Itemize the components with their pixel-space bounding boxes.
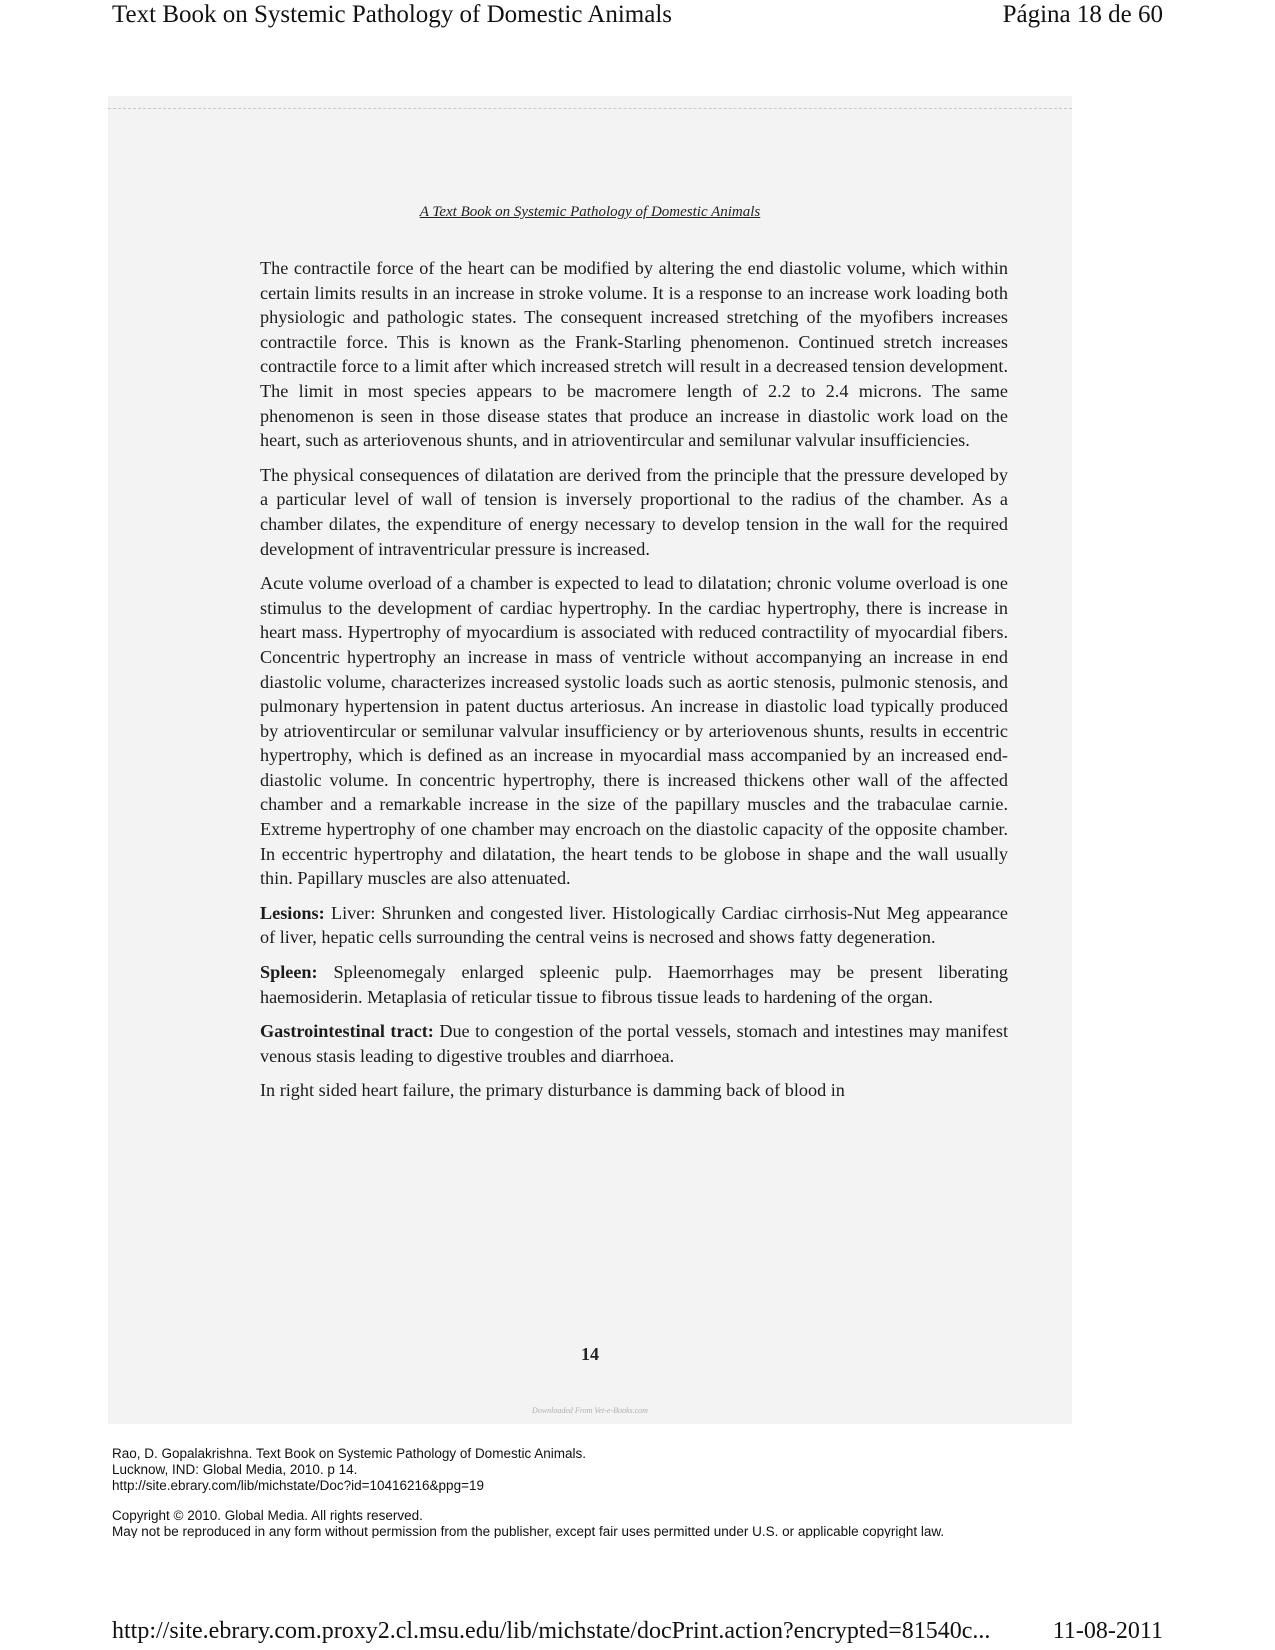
- paragraph-spleen: [260, 960, 1008, 1009]
- paragraph-heading: Gastrointestinal tract:: [260, 1021, 434, 1042]
- print-header-title: Text Book on Systemic Pathology of Domestic Animals: [112, 1, 673, 28]
- body-text: [260, 256, 1008, 1113]
- scan-divider: [108, 108, 1072, 109]
- paragraph-text: Liver: Shrunken and congested liver. Histologically Cardiac cirrhosis-Nut Meg appearance of liver, hepatic cells surrounding the central veins is necrosed and shows fatty degeneration.: [260, 902, 1008, 948]
- citation-link[interactable]: http://site.ebrary.com/lib/michstate/Doc?id=10416216&ppg=19: [112, 1478, 484, 1493]
- page-number: 14: [581, 1344, 599, 1364]
- print-header-page-indicator: Página 18 de 60: [1002, 1, 1163, 28]
- paragraph: [260, 1078, 1008, 1103]
- running-title: [108, 204, 1072, 221]
- print-footer-url[interactable]: http://site.ebrary.com.proxy2.cl.msu.edu/lib/michstate/docPrint.action?encrypted=81540c...: [112, 1618, 991, 1644]
- copyright-block: [112, 1508, 1112, 1538]
- paragraph: [260, 256, 1008, 453]
- paragraph-heading: Spleen:: [260, 962, 318, 983]
- paragraph-text: The physical consequences of dilatation are derived from the principle that the pressure developed by a particular level of wall of tension is inversely proportional to the radius of the chamber. As a chamber dilates, the expenditure of energy necessary to develop tension in the wall for the required development of intraventricular pressure is increased.: [260, 464, 1008, 559]
- paragraph: [260, 571, 1008, 891]
- paragraph-lesions: [260, 901, 1008, 950]
- paragraph-text: Acute volume overload of a chamber is expected to lead to dilatation; chronic volume overload is one stimulus to the development of cardiac hypertrophy. In the cardiac hypertrophy, there is increase in heart mass. Hypertrophy of myocardium is associated with reduced contractility of myocardial fibers. Concentric hypertrophy an increase in mass of ventricle without accompanying an increase in end diastolic volume, characterizes increased systolic loads such as aortic stenosis, pulmonic stenosis, and pulmonary hypertension in patent ductus arteriosus. An increase in diastolic load typically produced by atrioventircular or semilunar valvular insufficiency or by arteriovenous shunts, results in eccentric hypertrophy, which is defined as an increase in myocardial mass accompanied by an increased end-diastolic volume. In concentric hypertrophy, there is increased thickens other wall of the affected chamber and a remarkable increase in the size of the papillary muscles and the trabaculae carnie. Extreme hypertrophy of one chamber may encroach on the diastolic capacity of the opposite chamber. In eccentric hypertrophy and dilatation, the heart tends to be globose in shape and the wall usually thin. Papillary muscles are also attenuated.: [260, 573, 1008, 889]
- paragraph-gastrointestinal: [260, 1019, 1008, 1068]
- print-footer-date: 11-08-2011: [1052, 1618, 1163, 1644]
- paragraph-text: The contractile force of the heart can be modified by altering the end diastolic volume, which within certain limits results in an increase in stroke volume. It is a response to an increase work loading both physiologic and pathologic states. The consequent increased stretching of the myofibers increases contractile force. This is known as the Frank-Starling phenomenon. Continued stretch increases contractile force to a limit after which increased stretch will result in a decreased tension development. The limit in most species appears to be macromere length of 2.2 to 2.4 microns. The same phenomenon is seen in those disease states that produce an increase in diastolic work load on the heart, such as arteriovenous shunts, and in atrioventircular and semilunar valvular insufficiencies.: [260, 258, 1008, 451]
- copyright-line: May not be reproduced in any form without permission from the publisher, except fair uses permitted under U.S. or applicable copyright law.: [112, 1524, 945, 1538]
- paragraph: [260, 463, 1008, 561]
- paragraph-heading: Lesions:: [260, 902, 325, 923]
- paragraph-text: In right sided heart failure, the primary disturbance is damming back of blood in: [260, 1080, 845, 1101]
- citation-block: [112, 1446, 586, 1494]
- scanned-page: [108, 96, 1072, 1424]
- paragraph-text: Spleenomegaly enlarged spleenic pulp. Haemorrhages may be present liberating haemosiderin. Metaplasia of reticular tissue to fibrous tissue leads to hardening of the organ.: [260, 962, 1009, 1007]
- paragraph-text: Due to congestion of the portal vessels, stomach and intestines may manifest venous stasis leading to digestive troubles and diarrhoea.: [260, 1021, 1009, 1066]
- running-title-text: A Text Book on Systemic Pathology of Domestic Animals: [419, 204, 761, 220]
- download-watermark: Downloaded From Vet-e-Books.com: [532, 1406, 648, 1415]
- citation-line: Rao, D. Gopalakrishna. Text Book on Systemic Pathology of Domestic Animals.: [112, 1446, 586, 1461]
- copyright-line: Copyright © 2010. Global Media. All rights reserved.: [112, 1508, 423, 1523]
- citation-line: Lucknow, IND: Global Media, 2010. p 14.: [112, 1462, 358, 1477]
